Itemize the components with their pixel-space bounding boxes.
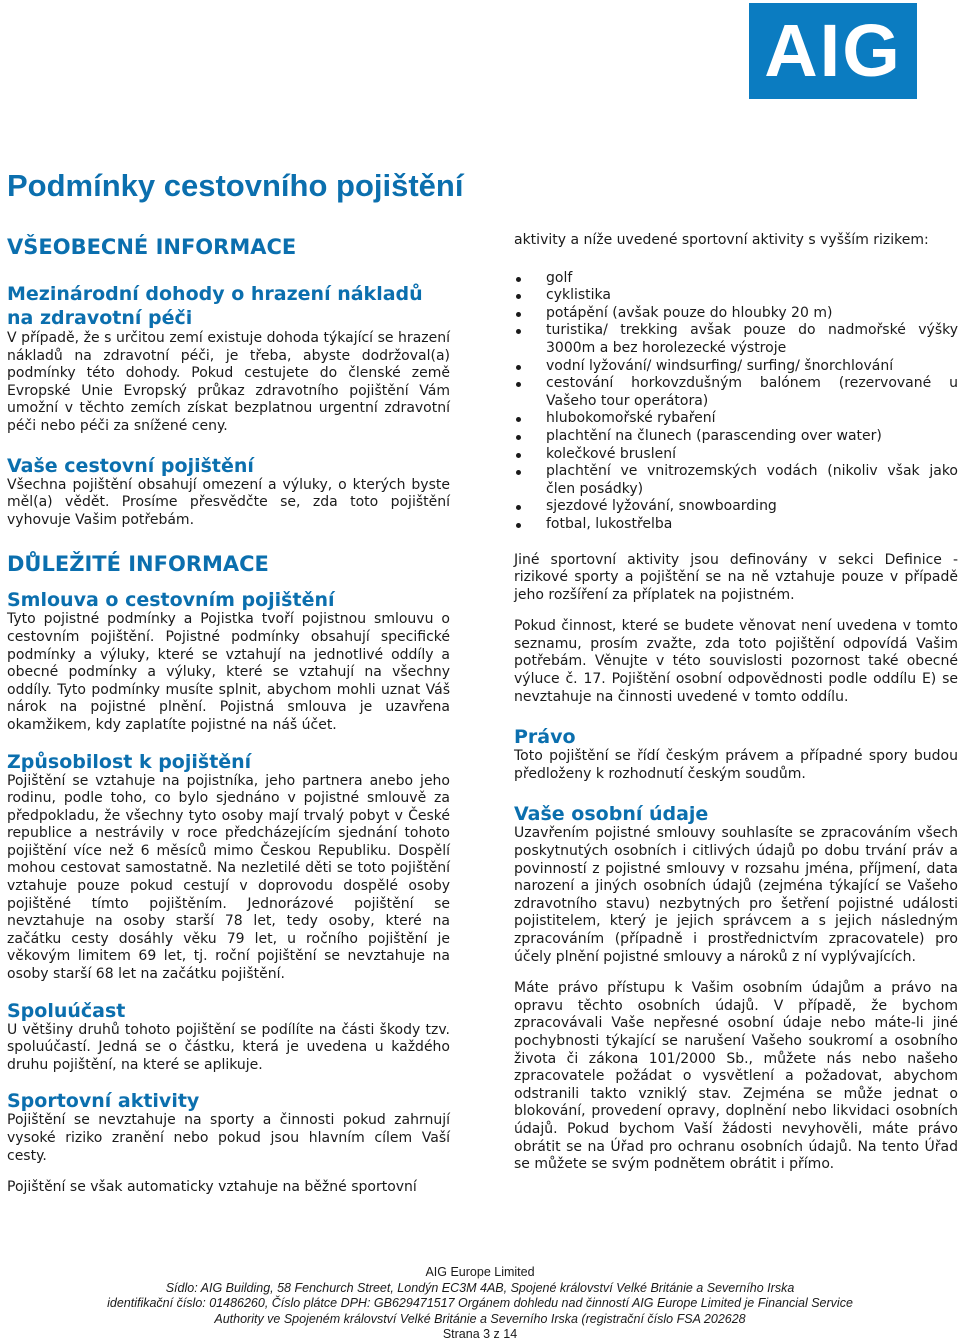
activities-list (514, 270, 958, 534)
coinsurance-heading: Spoluúčast (7, 999, 126, 1022)
list-item: turistika/ trekking avšak pouze do nadmořské výšky 3000m a bez horolezecké výstroje (514, 322, 958, 357)
left-column (7, 232, 450, 1197)
list-item: potápění (avšak pouze do hloubky 20 m) (514, 305, 958, 323)
personal-data-text: Uzavřením pojistné smlouvy souhlasíte se zpracováním všech poskytnutých osobních i citlivých údajů po dobu trvání práv a povinností z pojistné smlouvy v rozsahu jména, příjmení, data narození a jiných osobních údajů (zejména týkající se Vašeho zdravotního stavu) nezbytných pro šetření pojistné události pojistitelem, který je jejich správcem a s jejich následným zpracováním (případně i prostřednictvím zpracovatele) pro účely plnění pojistné smlouvy a nároků z ní vyplývajících. (514, 825, 958, 965)
coinsurance-text: U většiny druhů tohoto pojištění se podílíte na části škody tzv. spoluúčastí. Jedná se o částku, která je uvedena u každého druhu pojištění, na které se aplikuje. (7, 1021, 450, 1073)
sports-text-continued: Pojištění se však automaticky vztahuje na běžné sportovní (7, 1179, 417, 1196)
list-item: cyklistika (514, 287, 958, 305)
data-access-text: Máte právo přístupu k Vašim osobním údajům a právo na opravu těchto osobních údajů. V případě, že bychom zpracovávali Vaše nepřesné osobní údaje nebo máte-li jiné pochybnosti týkající se narušení Vašeho soukromí a osobního života či zákona 101/2000 Sb., můžete nás nebo našeho zpracovatele požádat o vysvětlení a požadovat, abychom odstranili takto vzniklý stav. Zejména se může jednat o blokování, provedení opravy, doplnění nebo likvidaci osobních údajů. Pokud bychom Vaší žádosti nevyhověli, máte právo obrátit se na Úřad pro ochranu osobních údajů. Na tento Úřad se můžete se svým podnětem obrátit i přímo. (514, 980, 958, 1173)
personal-data-heading: Vaše osobní údaje (514, 803, 709, 826)
footer-registration: identifikační číslo: 01486260, Číslo plátce DPH: GB629471517 Orgánem dohledu nad činností AIG Europe Limited je Financial Service (107, 1296, 853, 1310)
other-sports-text: Jiné sportovní aktivity jsou definovány v sekci Definice - rizikové sporty a pojištění se na ně vztahuje pouze v případě jeho rozšíření za příplatek na pojistném. (514, 551, 958, 603)
important-info-heading: DŮLEŽITÉ INFORMACE (7, 552, 269, 577)
contract-heading: Smlouva o cestovním pojištění (7, 589, 335, 612)
footer-address: Sídlo: AIG Building, 58 Fenchurch Street, Londýn EC3M 4AB, Spojené království Velké Británie a Severního Irska (165, 1280, 795, 1295)
general-info-heading: VŠEOBECNÉ INFORMACE (7, 235, 297, 259)
law-heading: Právo (514, 726, 576, 749)
right-column (514, 232, 958, 1174)
agreements-heading: Mezinárodní dohody o hrazení nákladů na zdravotní péči (7, 283, 423, 329)
page-number: Strana 3 z 14 (442, 1327, 518, 1341)
your-insurance-heading: Vaše cestovní pojištění (7, 454, 254, 477)
list-item: kolečkové bruslení (514, 446, 958, 464)
unlisted-activity-text: Pokud činnost, které se budete věnovat není uvedena v tomto seznamu, prosím zvažte, zda toto pojištění odpovídá Vašim potřebám. Věnujte v této souvislosti pozornost také obecné výluce č. 17. Pojištění osobní odpovědnosti podle oddílu E) se nevztahuje na činnosti uvedené v tomto oddílu. (514, 618, 958, 705)
agreements-text: V případě, že s určitou zemí existuje dohoda týkající se hrazení nákladů na zdravotní péči, je třeba, abyste dodržoval(a) podmínky této dohody. Pokud cestujete do členské země Evropské Unie Evropský průkaz zdravotního pojištění Vám umožní v těchto zemích získat bezplatnou urgentní zdravotní péči nebo péči za snížené ceny. (7, 330, 450, 434)
page-footer (0, 1265, 960, 1343)
list-item: vodní lyžování/ windsurfing/ surfing/ šnorchlování (514, 358, 958, 376)
law-text: Toto pojištění se řídí českým právem a případné spory budou předloženy k rozhodnutí českým soudům. (514, 748, 958, 782)
list-item: plachtění na člunech (parascending over water) (514, 428, 958, 446)
sports-heading: Sportovní aktivity (7, 1090, 200, 1113)
aig-logo (749, 3, 917, 99)
list-item: plachtění ve vnitrozemských vodách (nikoliv však jako člen posádky) (514, 463, 958, 498)
list-item: hlubokomořské rybaření (514, 410, 958, 428)
aig-logo-text: AIG (764, 9, 902, 92)
footer-company: AIG Europe Limited (425, 1265, 535, 1279)
list-item: golf (514, 270, 958, 288)
list-item: sjezdové lyžování, snowboarding (514, 498, 958, 516)
list-item: cestování horkovzdušným balónem (rezervované u Vašeho tour operátora) (514, 375, 958, 410)
contract-text: Tyto pojistné podmínky a Pojistka tvoří pojistnou smlouvu o cestovním pojištění. Pojistné podmínky obsahují specifické podmínky a výluky, které se vztahují na jednotlivé oddíly a obecné podmínky a výluky, které se vztahují na všechny oddíly. Tyto podmínky musíte splnit, abychom mohli uznat Váš nárok na pojistné plnění. Pojistná smlouva je uzavřena okamžikem, kdy zaplatíte pojistné na náš účet. (7, 611, 450, 733)
document-title: Podmínky cestovního pojištění (7, 168, 464, 203)
footer-authority: Authority ve Spojeném království Velké Británie a Severního Irska (registrační číslo FSA 202628 (214, 1311, 746, 1326)
your-insurance-text: Všechna pojištění obsahují omezení a výluky, o kterých byste měl(a) vědět. Prosíme přesvědčte se, zda toto pojištění vyhovuje Vašim potřebám. (7, 476, 450, 528)
eligibility-heading: Způsobilost k pojištění (7, 750, 252, 773)
activities-intro: aktivity a níže uvedené sportovní aktivity s vyšším rizikem: (514, 232, 929, 248)
sports-text: Pojištění se nevztahuje na sporty a činnosti pokud zahrnují vysoké riziko zranění nebo pokud jsou hlavním cílem Vaší cesty. (7, 1112, 450, 1164)
eligibility-text: Pojištění se vztahuje na pojistníka, jeho partnera anebo jeho rodinu, podle toho, co bylo sjednáno v pojistné smlouvě za předpokladu, že všechny tyto osoby mají trvalý pobyt v České republice a nestrávily v roce předcházejícím sjednání tohoto pojištění více než 6 měsíců mimo Českou Republiku. Dospělí mohou cestovat samostatně. Na nezletilé děti se toto pojištění vztahuje pouze pokud cestují v doprovodu dospělé osoby pojištěné tímto pojištěním. Jednorázové pojištění se nevztahuje na osoby starší 78 let, tedy osoby, které na začátku cesty dosáhly věku 79 let, u ročního pojištění je věkovým limitem 69 let, tj. roční pojištění se nevztahuje na osoby starší 68 let na začátku pojištění. (7, 772, 450, 983)
list-item: fotbal, lukostřelba (514, 516, 958, 534)
